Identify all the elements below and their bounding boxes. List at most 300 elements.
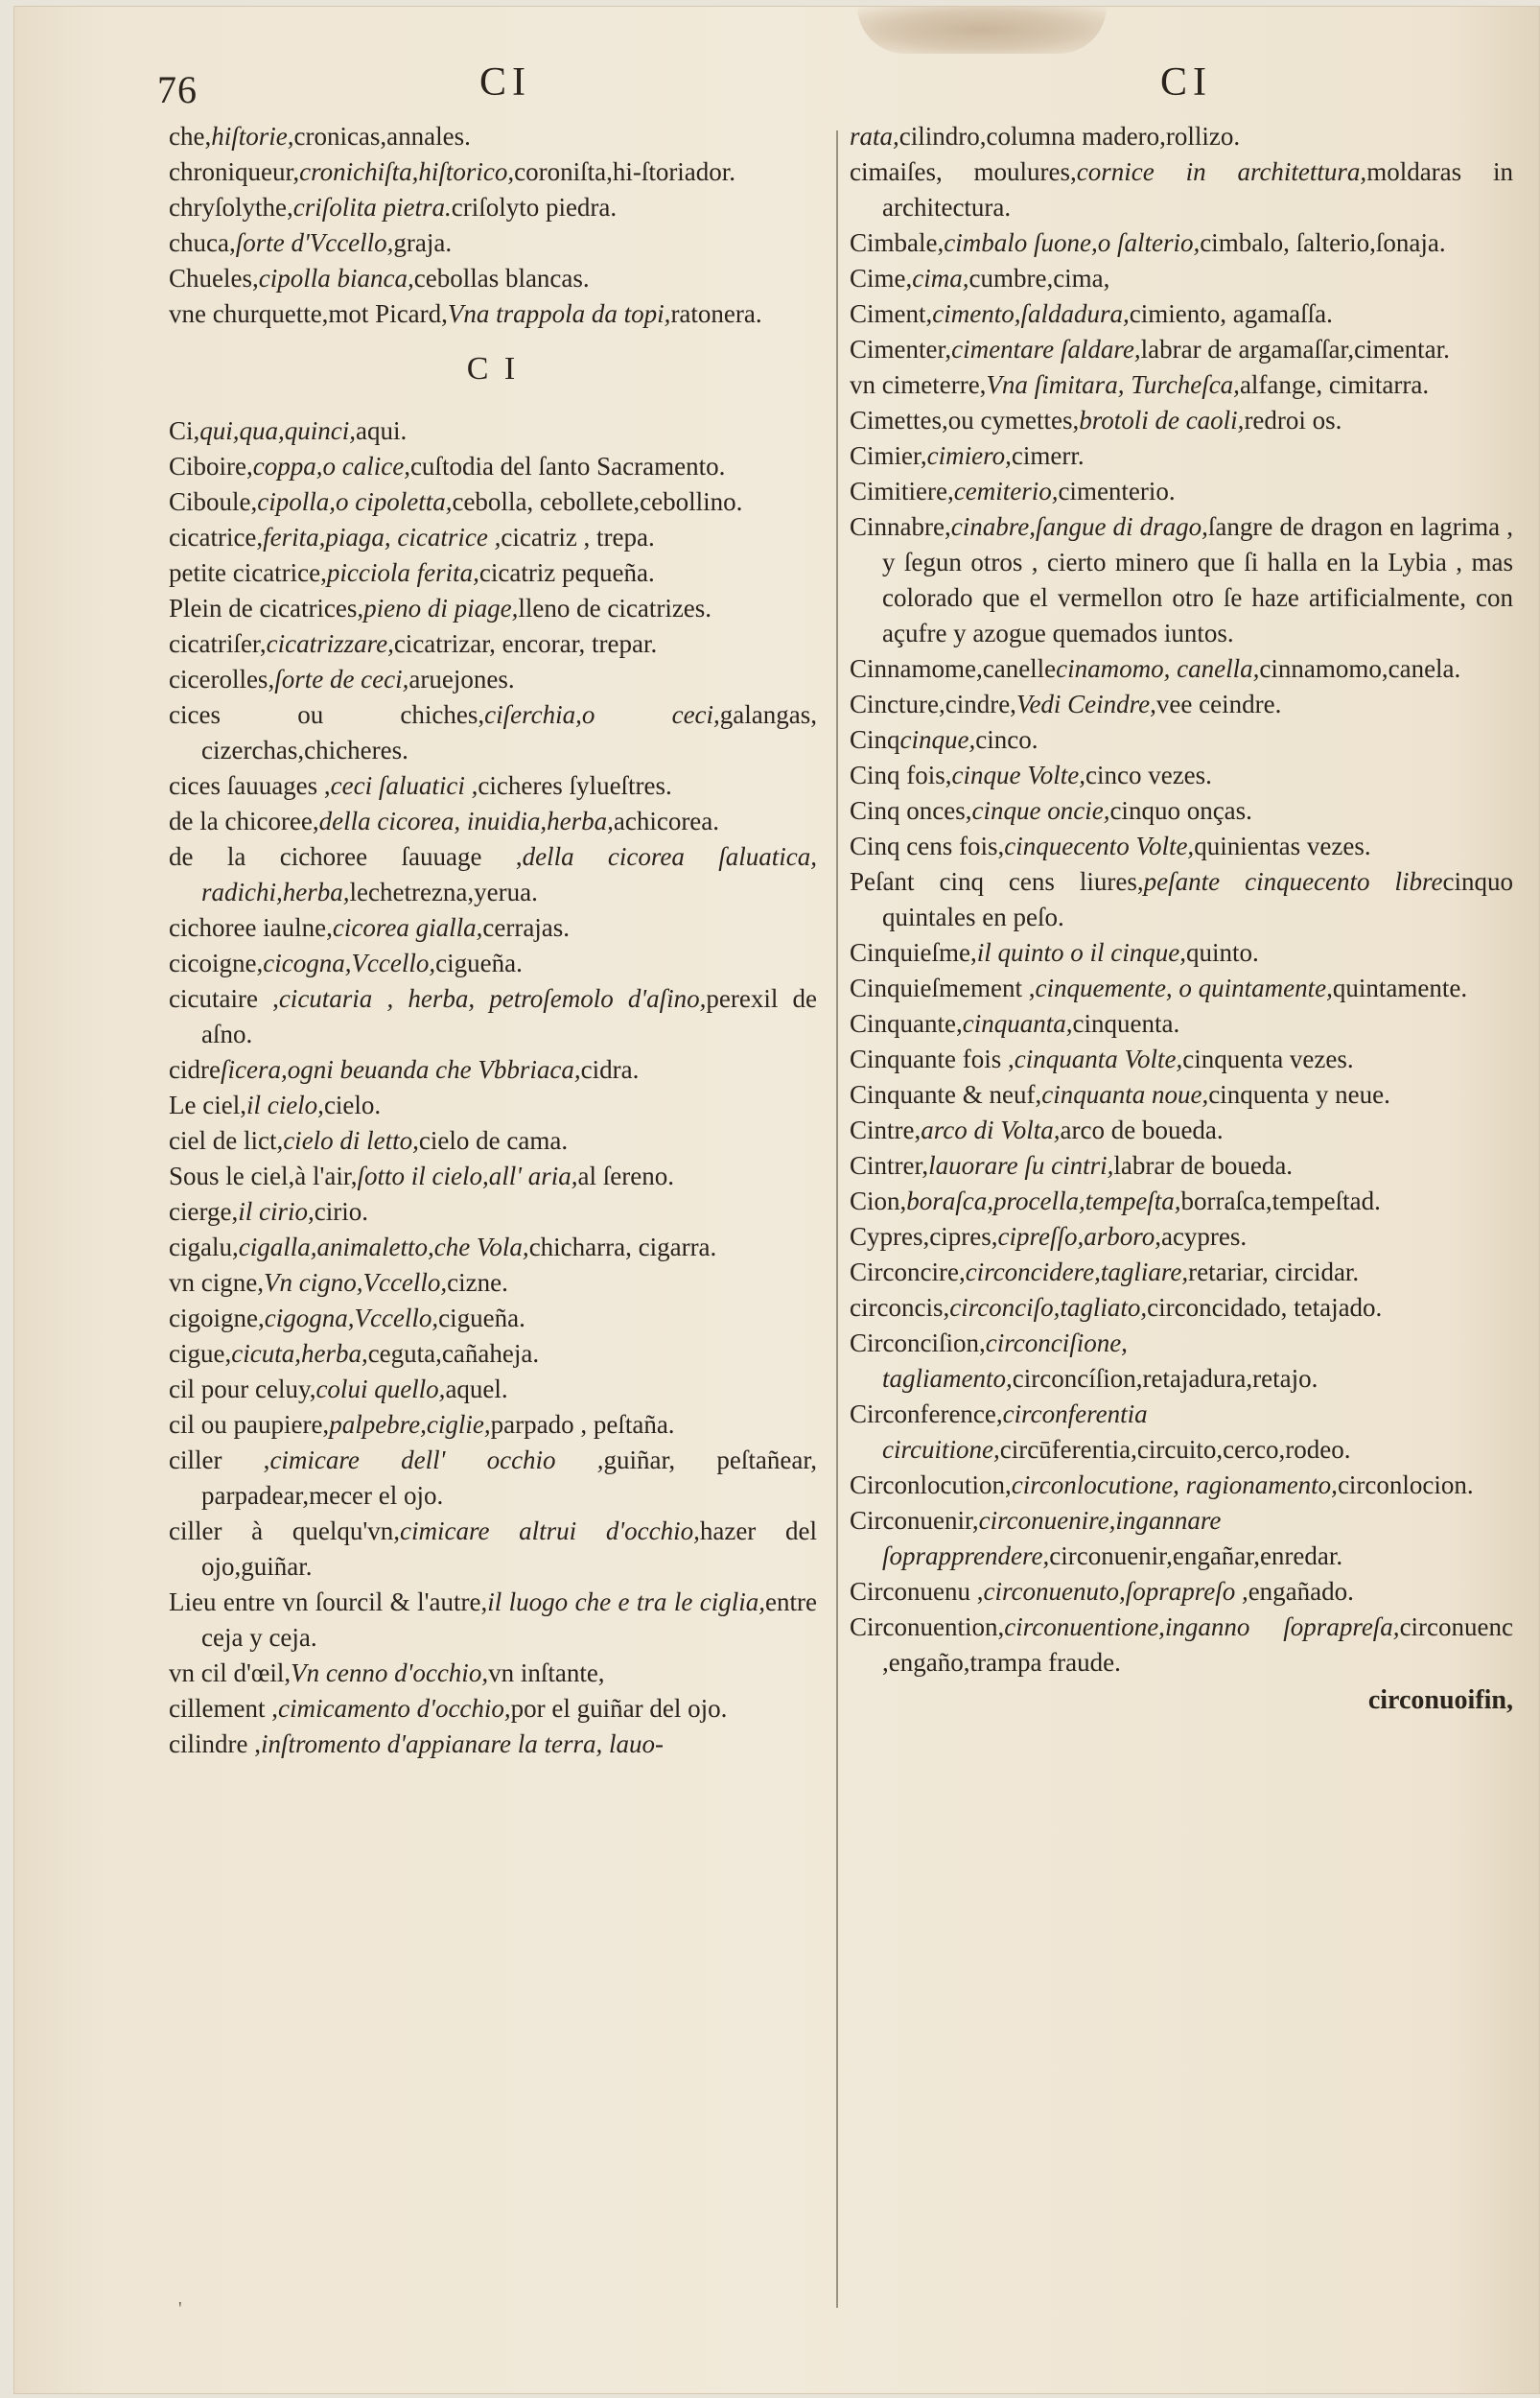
section-heading: C I	[466, 351, 520, 387]
dictionary-entry	[169, 1656, 817, 1691]
entry-spanish: cicatriz , trepa.	[501, 523, 655, 552]
entry-italian: cornice in architettura,	[1076, 157, 1367, 186]
entry-french: Cinquante,	[850, 1009, 963, 1038]
right-column	[850, 119, 1513, 1718]
dictionary-entry	[850, 1148, 1513, 1184]
dictionary-entry	[169, 413, 817, 449]
entry-french: Cinnamome,canelle	[850, 654, 1057, 683]
entry-spanish: vee ceindre.	[1155, 690, 1282, 718]
entry-french: Cion,	[850, 1187, 907, 1215]
entry-french: Cincture,cindre,	[850, 690, 1016, 718]
entry-spanish: arco de boueda.	[1060, 1116, 1224, 1144]
entry-spanish: cizne.	[447, 1268, 508, 1297]
entry-italian: cipolla bianca,	[258, 264, 414, 293]
entry-french: Cinq onces,	[850, 796, 972, 825]
entry-italian: ſorte de ceci,	[274, 665, 409, 694]
entry-spanish: cielo de cama.	[418, 1126, 569, 1155]
dictionary-entry	[169, 1230, 817, 1265]
entry-french: Circonference,	[850, 1399, 1003, 1428]
entry-french: Cimettes,ou cymettes,	[850, 406, 1080, 435]
entry-italian: cigalla,animaletto,che Vola,	[238, 1233, 529, 1261]
entry-french: vn cigne,	[169, 1268, 264, 1297]
entry-italian: peſante cinquecento libre	[1143, 867, 1443, 896]
entry-spanish: cilindro,columna madero,rollizo.	[898, 122, 1241, 151]
entry-spanish: al ſereno.	[577, 1162, 674, 1190]
entry-italian: coppa,o calice,	[252, 452, 410, 481]
entry-spanish: labrar de boueda.	[1113, 1151, 1294, 1180]
dictionary-entry	[169, 190, 817, 225]
dictionary-entry	[850, 1006, 1513, 1042]
entry-spanish: quinto.	[1185, 938, 1259, 967]
entry-spanish: perexil de aſno.	[201, 984, 817, 1048]
entry-italian: cimicare dell' occhio ,	[269, 1446, 604, 1474]
dictionary-entry	[850, 793, 1513, 829]
dictionary-entry	[169, 154, 817, 190]
entry-italian: cimiero,	[926, 441, 1012, 470]
entry-italian: criſolita pietra.	[292, 193, 452, 222]
entry-italian: circonciſo,tagliato,	[949, 1293, 1148, 1322]
dictionary-entry	[850, 403, 1513, 438]
entry-french: cigue,	[169, 1339, 232, 1368]
entry-italian: cimento,ſaldadura,	[932, 299, 1130, 328]
entry-french: de la cichoree ſauuage ,	[169, 842, 523, 871]
entry-italian: cinquanta Volte,	[1014, 1045, 1183, 1073]
entry-italian: lauorare ſu cintri,	[928, 1151, 1114, 1180]
entry-french: Cimbale,	[850, 228, 945, 257]
entry-spanish: circūferentia,circuito,cerco,rodeo.	[999, 1435, 1351, 1464]
entry-french: Ciboire,	[169, 452, 253, 481]
dictionary-entry	[169, 1265, 817, 1301]
entry-italian: cinquecento Volte,	[1004, 832, 1195, 860]
left-column	[169, 119, 817, 1762]
entry-italian: della cicorea, inuidia,herba,	[318, 807, 614, 835]
entry-italian: il cielo,	[245, 1091, 324, 1119]
entry-spanish: cerrajas.	[482, 913, 571, 942]
entry-italian: il cirio,	[238, 1197, 315, 1226]
entry-italian: cemiterio,	[953, 477, 1059, 505]
entry-spanish: circoncíſion,retajadura,retajo.	[1012, 1364, 1318, 1393]
dictionary-entry	[169, 804, 817, 839]
entry-spanish: cronicas,annales.	[293, 122, 471, 151]
entry-italian: ſicera,ogni beuanda che Vbbriaca,	[220, 1055, 581, 1084]
entry-french: ciel de lict,	[169, 1126, 284, 1155]
entry-french: cicutaire ,	[169, 984, 279, 1013]
entry-french: Circoncire,	[850, 1258, 966, 1286]
dictionary-entry	[850, 1610, 1513, 1681]
entry-italian: il quinto o il cinque,	[976, 938, 1186, 967]
entry-french: cidre	[169, 1055, 221, 1084]
entry-french: Cimenter,	[850, 335, 952, 364]
entry-french: cimaiſes, moulures,	[850, 157, 1077, 186]
dictionary-entry	[850, 225, 1513, 261]
entry-spanish: guiñar, peſtañear, parpadear,mecer el ojo.	[201, 1446, 817, 1510]
entry-spanish: cimerr.	[1011, 441, 1085, 470]
entry-italian: inſtromento d'appianare la terra, lauo-	[260, 1729, 664, 1758]
entry-spanish: cigueña.	[435, 949, 523, 977]
entry-french: Cinquieſmement ,	[850, 974, 1036, 1002]
dictionary-entry	[169, 946, 817, 981]
dictionary-entry	[169, 1088, 817, 1123]
entry-italian: cicogna,Vccello,	[263, 949, 436, 977]
entry-spanish: labrar de argamaſſar,cimentar.	[1140, 335, 1450, 364]
entry-spanish: cuſtodia del ſanto Sacramento.	[409, 452, 726, 481]
entry-italian: cinque Volte,	[951, 761, 1085, 789]
dictionary-entry	[850, 971, 1513, 1006]
entry-french: Ciment,	[850, 299, 933, 328]
dictionary-entry	[169, 910, 817, 946]
entry-spanish: lleno de cicatrizes.	[518, 594, 712, 623]
entry-spanish: criſolyto piedra.	[451, 193, 618, 222]
entry-italian: cinquemente, o quintamente,	[1035, 974, 1333, 1002]
entry-spanish: graja.	[393, 228, 453, 257]
entry-spanish: cielo.	[323, 1091, 382, 1119]
dictionary-entry	[169, 1691, 817, 1727]
running-head-left: CI	[479, 60, 531, 105]
entry-french: Circonuenu ,	[850, 1577, 984, 1606]
entry-french: cices ſauuages ,	[169, 771, 331, 800]
entry-french: Cime,	[850, 264, 913, 293]
entry-french: ciller ,	[169, 1446, 270, 1474]
entry-italian: cipolla,o cipoletta,	[257, 487, 453, 516]
entry-spanish: cebolla, cebollete,cebollino.	[452, 487, 743, 516]
dictionary-entry	[169, 1585, 817, 1656]
dictionary-entry	[169, 768, 817, 804]
entry-french: Sous le ciel,à l'air,	[169, 1162, 358, 1190]
entry-italian: Vna ſimitara, Turcheſca,	[986, 370, 1240, 399]
entry-french: Cypres,cipres,	[850, 1222, 998, 1251]
entry-italian: il luogo che e tra le ciglia,	[487, 1587, 766, 1616]
entry-french: Circonciſion,	[850, 1328, 986, 1357]
entry-spanish: cinquenta vezes.	[1182, 1045, 1354, 1073]
dictionary-entry	[169, 1194, 817, 1230]
entry-italian: brotoli de caoli,	[1079, 406, 1245, 435]
entry-french: Cinquante fois ,	[850, 1045, 1015, 1073]
entry-italian: ferita,piaga, cicatrice ,	[263, 523, 502, 552]
entry-italian: ceci ſaluatici ,	[330, 771, 478, 800]
entry-spanish: cicheres ſylueſtres.	[478, 771, 672, 800]
dictionary-entry	[169, 1159, 817, 1194]
dictionary-entry	[169, 1407, 817, 1443]
entry-french: Cinq fois,	[850, 761, 952, 789]
dictionary-entry	[850, 651, 1513, 687]
dictionary-entry	[850, 864, 1513, 935]
entry-french: Ciboule,	[169, 487, 258, 516]
entry-french: cichoree iaulne,	[169, 913, 333, 942]
entry-spanish: ſangre de dragon en lagrima , y ſegun otros , cierto minero que ſi halla en la Lybia , mas colorado que el vermellon otro ſe haze artificialmente, con açufre y azogue quemados iuntos.	[882, 512, 1514, 647]
entry-italian: cinque,	[899, 725, 976, 754]
entry-french: cigoigne,	[169, 1304, 265, 1332]
entry-italian: circonlocutione, ragionamento,	[1011, 1470, 1338, 1499]
catchword: circonuoifin,	[1367, 1685, 1513, 1715]
entry-italian: circonciſione, tagliamento,	[882, 1328, 1128, 1393]
entry-italian: cicuta,herba,	[231, 1339, 368, 1368]
dictionary-entry	[169, 1123, 817, 1159]
entry-italian: arco di Volta,	[921, 1116, 1061, 1144]
dictionary-entry	[169, 449, 817, 484]
entry-spanish: cimiento, agamaſſa.	[1129, 299, 1333, 328]
entry-french: cicatriſer,	[169, 629, 267, 658]
entry-french: Cimier,	[850, 441, 927, 470]
page-number: 76	[157, 68, 198, 111]
dictionary-entry	[850, 1219, 1513, 1255]
entry-french: cil pour celuy,	[169, 1375, 316, 1403]
entry-french: chroniqueur,	[169, 157, 300, 186]
entry-spanish: aruejones.	[408, 665, 515, 694]
entry-spanish: quintamente.	[1332, 974, 1468, 1002]
entry-spanish: cinnamomo,canela.	[1259, 654, 1461, 683]
entry-italian: cronichiſta,hiſtorico,	[299, 157, 515, 186]
entry-french: vne churquette,mot Picard,	[169, 299, 448, 328]
dictionary-entry	[850, 1503, 1513, 1574]
entry-french: Circonlocution,	[850, 1470, 1012, 1499]
stray-mark: '	[178, 2298, 182, 2319]
dictionary-entry	[169, 591, 817, 626]
entry-spanish: circonuenir,engañar,enredar.	[1049, 1541, 1343, 1570]
dictionary-entry	[169, 662, 817, 697]
entry-italian: qui,qua,quinci,	[199, 416, 357, 445]
dictionary-entry	[850, 509, 1513, 651]
entry-spanish: lechetrezna,yerua.	[349, 878, 538, 906]
entry-spanish: entre ceja y ceja.	[201, 1587, 817, 1652]
entry-italian: circonferentia circuitione,	[882, 1399, 1148, 1464]
dictionary-entry	[850, 1397, 1513, 1468]
entry-spanish: coroniſta,hi-ſtoriador.	[514, 157, 736, 186]
book-page	[13, 6, 1540, 2394]
entry-italian: ſotto il cielo,all' aria,	[357, 1162, 578, 1190]
dictionary-entry	[169, 1372, 817, 1407]
entry-french: petite cicatrice,	[169, 558, 327, 587]
entry-italian: cielo di letto,	[283, 1126, 419, 1155]
dictionary-entry	[850, 296, 1513, 332]
entry-italian: cinque oncie,	[971, 796, 1110, 825]
column-divider	[836, 130, 838, 2308]
entry-spanish: cirio.	[314, 1197, 368, 1226]
entry-italian: cinquanta,	[962, 1009, 1073, 1038]
entry-italian: cima,	[912, 264, 969, 293]
dictionary-entry	[169, 520, 817, 555]
entry-italian: Vna trappola da topi,	[447, 299, 671, 328]
entry-french: ciller à quelqu'vn,	[169, 1516, 400, 1545]
dictionary-entry	[169, 1727, 817, 1762]
dictionary-entry	[169, 981, 817, 1052]
entry-spanish: vn inſtante,	[488, 1658, 605, 1687]
entry-italian: pieno di piage,	[363, 594, 519, 623]
entry-italian: Vedi Ceindre,	[1015, 690, 1156, 718]
entry-italian: colui quello,	[315, 1375, 446, 1403]
entry-french: cierge,	[169, 1197, 239, 1226]
entry-spanish: cidra.	[580, 1055, 640, 1084]
entry-italian: rata,	[850, 122, 899, 151]
entry-italian: Vn cenno d'occhio,	[291, 1658, 489, 1687]
entry-italian: ciſerchia,o ceci,	[484, 700, 720, 729]
entry-french: circoncis,	[850, 1293, 950, 1322]
entry-spanish: circoncidado, tetajado.	[1147, 1293, 1383, 1322]
entry-french: cigalu,	[169, 1233, 239, 1261]
entry-french: Circonuenir,	[850, 1506, 979, 1535]
entry-french: cillement ,	[169, 1694, 278, 1723]
entry-french: Le ciel,	[169, 1091, 246, 1119]
dictionary-entry	[850, 1113, 1513, 1148]
entry-italian: hiſtorie,	[211, 122, 294, 151]
entry-italian: circoncidere,tagliare,	[965, 1258, 1189, 1286]
entry-spanish: moldaras in architectura.	[882, 157, 1513, 222]
entry-spanish: acypres.	[1160, 1222, 1248, 1251]
entry-spanish: aquel.	[445, 1375, 508, 1403]
entry-italian: circonuenire,ingannare ſoprapprendere,	[882, 1506, 1222, 1570]
entry-french: vn cimeterre,	[850, 370, 987, 399]
entry-spanish: cigueña.	[438, 1304, 525, 1332]
entry-spanish: cinquo onças.	[1109, 796, 1252, 825]
dictionary-entry	[850, 1184, 1513, 1219]
dictionary-entry	[169, 697, 817, 768]
entry-spanish: alfange, cimitarra.	[1239, 370, 1430, 399]
entry-spanish: cimenterio.	[1058, 477, 1176, 505]
entry-french: Cinq	[850, 725, 900, 754]
entry-italian: circonuentione,inganno ſoprapreſa,	[1004, 1612, 1400, 1641]
entry-french: che,	[169, 122, 212, 151]
entry-spanish: hazer del ojo,guiñar.	[201, 1516, 817, 1581]
dictionary-entry	[850, 1326, 1513, 1397]
entry-spanish: cinco.	[975, 725, 1038, 754]
entry-italian: Vn cigno,Vccello,	[263, 1268, 448, 1297]
entry-french: Plein de cicatrices,	[169, 594, 364, 623]
dictionary-entry	[169, 1336, 817, 1372]
entry-french: cilindre ,	[169, 1729, 261, 1758]
entry-french: Cinq cens fois,	[850, 832, 1005, 860]
entry-italian: cimicamento d'occhio,	[277, 1694, 511, 1723]
entry-italian: della cicorea ſaluatica, radichi,herba,	[201, 842, 817, 906]
dictionary-entry	[850, 474, 1513, 509]
entry-french: Cintre,	[850, 1116, 922, 1144]
entry-spanish: cicatrizar, encorar, trepar.	[393, 629, 658, 658]
entry-french: cices ou chiches,	[169, 700, 485, 729]
entry-french: Cinquante & neuf,	[850, 1080, 1042, 1109]
entry-french: cicerolles,	[169, 665, 275, 694]
entry-italian: picciola ferita,	[326, 558, 479, 587]
dictionary-entry	[850, 935, 1513, 971]
dictionary-entry	[169, 225, 817, 261]
entry-italian: ſorte d'Vccello,	[235, 228, 394, 257]
entry-french: Cintrer,	[850, 1151, 929, 1180]
entry-italian: cicatrizzare,	[266, 629, 394, 658]
dictionary-entry	[850, 1290, 1513, 1326]
entry-spanish: engañado.	[1248, 1577, 1354, 1606]
entry-spanish: cumbre,cima,	[968, 264, 1110, 293]
dictionary-entry	[850, 1255, 1513, 1290]
entry-spanish: parpado , peſtaña.	[490, 1410, 675, 1439]
entry-italian: cigogna,Vccello,	[264, 1304, 439, 1332]
entry-italian: palpebre,ciglie,	[329, 1410, 491, 1439]
entry-french: Circonuention,	[850, 1612, 1005, 1641]
dictionary-entry	[169, 484, 817, 520]
dictionary-entry	[850, 722, 1513, 758]
dictionary-entry	[169, 119, 817, 154]
entry-french: Cinnabre,	[850, 512, 951, 541]
dictionary-entry	[169, 1514, 817, 1585]
entry-spanish: cinquenta y neue.	[1208, 1080, 1390, 1109]
entry-spanish: cinquo quintales en peſo.	[882, 867, 1514, 931]
entry-spanish: circonuenc ,engaño,trampa fraude.	[882, 1612, 1513, 1677]
dictionary-entry	[850, 1042, 1513, 1077]
entry-french: chuca,	[169, 228, 236, 257]
entry-italian: cimbalo ſuone,o ſalterio,	[944, 228, 1201, 257]
left-entries-top	[169, 119, 817, 332]
entry-french: chryſolythe,	[169, 193, 293, 222]
dictionary-entry	[169, 1301, 817, 1336]
dictionary-entry	[169, 555, 817, 591]
entry-italian: cinquanta noue,	[1041, 1080, 1209, 1109]
entry-spanish: borraſca,tempeſtad.	[1180, 1187, 1381, 1215]
entry-french: Lieu entre vn ſourcil & l'autre,	[169, 1587, 488, 1616]
dictionary-entry	[169, 839, 817, 910]
dictionary-entry	[850, 367, 1513, 403]
page-stain	[857, 6, 1107, 54]
dictionary-entry	[850, 1468, 1513, 1503]
entry-french: Cinquieſme,	[850, 938, 977, 967]
dictionary-entry	[850, 1574, 1513, 1610]
entry-french: cicatrice,	[169, 523, 264, 552]
entry-spanish: cimbalo, ſalterio,ſonaja.	[1200, 228, 1446, 257]
entry-spanish: ratonera.	[670, 299, 762, 328]
entry-spanish: ceguta,cañaheja.	[367, 1339, 540, 1368]
entry-french: Cimitiere,	[850, 477, 954, 505]
entry-french: cil ou paupiere,	[169, 1410, 330, 1439]
dictionary-entry	[850, 332, 1513, 367]
entry-italian: boraſca,procella,tempeſta,	[906, 1187, 1181, 1215]
dictionary-entry	[169, 1052, 817, 1088]
entry-spanish: cinquenta.	[1072, 1009, 1180, 1038]
dictionary-entry	[169, 626, 817, 662]
entry-italian: cicutaria , herba, petroſemolo d'aſino,	[278, 984, 707, 1013]
entry-italian: cimentare ſaldare,	[951, 335, 1141, 364]
entry-spanish: cinco vezes.	[1085, 761, 1212, 789]
dictionary-entry	[850, 119, 1513, 154]
entry-french: Chueles,	[169, 264, 259, 293]
dictionary-entry	[850, 154, 1513, 225]
entry-spanish: circonlocion.	[1337, 1470, 1474, 1499]
entry-italian: cinamomo, canella,	[1056, 654, 1260, 683]
dictionary-entry	[169, 261, 817, 296]
entry-spanish: galangas, cizerchas,chicheres.	[201, 700, 818, 764]
entry-french: de la chicoree,	[169, 807, 319, 835]
entry-french: Ci,	[169, 416, 200, 445]
entry-spanish: chicharra, cigarra.	[528, 1233, 717, 1261]
entry-spanish: achicorea.	[613, 807, 720, 835]
dictionary-entry	[169, 296, 817, 332]
dictionary-entry	[850, 687, 1513, 722]
entry-spanish: por el guiñar del ojo.	[510, 1694, 728, 1723]
entry-italian: cipreſſo,arboro,	[997, 1222, 1161, 1251]
entry-spanish: quinientas vezes.	[1194, 832, 1371, 860]
right-entries	[850, 119, 1513, 1681]
entry-spanish: aqui.	[356, 416, 408, 445]
entry-italian: cimicare altrui d'occhio,	[399, 1516, 700, 1545]
dictionary-entry	[169, 1443, 817, 1514]
entry-spanish: redroi os.	[1244, 406, 1342, 435]
entry-french: vn cil d'œil,	[169, 1658, 292, 1687]
running-head-right: CI	[1160, 60, 1212, 105]
entry-french: Peſant cinq cens liures,	[850, 867, 1144, 896]
dictionary-entry	[850, 758, 1513, 793]
dictionary-entry	[850, 261, 1513, 296]
dictionary-entry	[850, 1077, 1513, 1113]
entry-italian: circonuenuto,ſoprapreſo ,	[983, 1577, 1248, 1606]
dictionary-entry	[850, 438, 1513, 474]
entry-french: cicoigne,	[169, 949, 264, 977]
entry-italian: cicorea gialla,	[332, 913, 483, 942]
entry-spanish: cicatriz pequeña.	[478, 558, 655, 587]
entry-spanish: retariar, circidar.	[1188, 1258, 1360, 1286]
